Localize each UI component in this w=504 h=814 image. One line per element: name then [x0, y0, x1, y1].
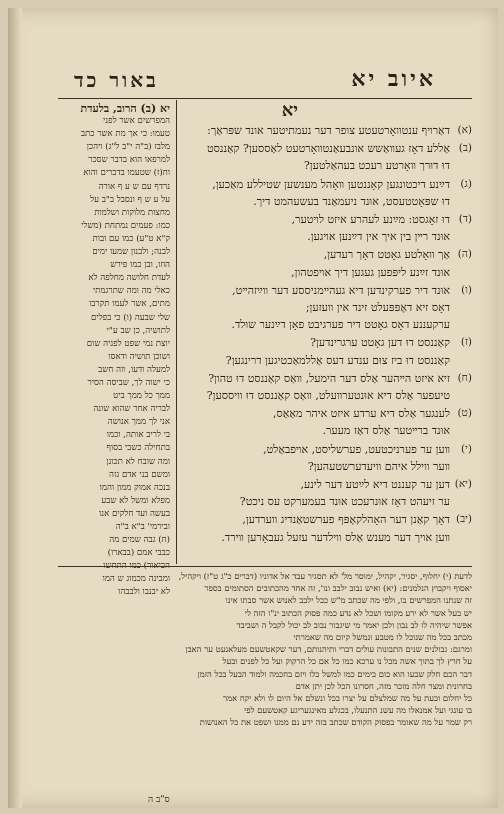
commentary-line: כי ישוה לך, שביסה הסיר: [87, 377, 170, 388]
verse-number: (ו): [461, 283, 472, 296]
commentary-line: יוצת נמי שפט לפניה שום: [86, 338, 170, 349]
commentary-line: למרפאו הוא בדבר שסכר: [88, 155, 170, 166]
verse-line: זיא איזט הײהער אַלס דער הימעל, װאַס קאַננסט דוּ טהון?: [208, 371, 450, 385]
verse-body: [176, 511, 450, 545]
commentary-line: הכיאור) כמו התחשו: [103, 561, 170, 572]
commentary-line: ק"א ט"ע) כמו עם ובות: [92, 233, 170, 244]
verse-line: װען אױך דער מענש אַלס װילדער עזעל געבאָרען װירד.: [221, 530, 450, 544]
commentary-line: ומבינה מכמוג ש המו: [102, 574, 170, 585]
verse-line: קאַננסט דוּ דען גאָטט ערגרינדען?: [310, 336, 450, 350]
commentary-line: ומשם בני אדם גזה: [109, 469, 170, 480]
footnote-line: כל יחלום וכעת על מה שמלצלם על יצרו בכל ונשלם אל היום לו ולא יקח אמר: [223, 693, 472, 704]
verse-line: דוּ דוּרך װאָרטע רעכט בעהאַלטען?: [303, 159, 450, 173]
verse-body: [176, 122, 450, 139]
footnote-line: לדעת (י) יחלוף, יסגיר, יקהיל, ימוסר מל' לא תסגיר עבד אל אדוניו (דברים כ"ג ט"ז) ויקהיל,: [178, 571, 472, 581]
footnote-line: רק שמר על מה שאומר בפסוק הקודם שכתב בזה ידע נם ממנו ושפט את כל האנושות: [199, 717, 472, 728]
verse: [176, 370, 472, 404]
footnotes-block: [58, 570, 472, 729]
verse-number: (ט): [457, 407, 472, 420]
commentary-line: ושוכן תושיה ודאסו: [108, 351, 170, 362]
verse-number: (א): [457, 124, 472, 136]
footnote-line: ומרגם: גבולנים שנים התבונות עולים דברי ותיהנותם, דער שקאטשעם מעלאנעט ער האבן: [185, 644, 472, 655]
verse: [176, 246, 472, 280]
verse-line: אַללע דאָז געװאַשש אונבעאַנטװאָרטעט לאַססען? קאַננסט: [207, 142, 450, 156]
commentary-line: ממך כל ממך ביט: [113, 391, 170, 402]
commentary-title: באור כד: [74, 68, 159, 92]
verse-line: דאָך קאַנן דער האָהלקאָפּף פערשטאַנדיג װערדען,: [242, 513, 450, 527]
verse-body: [176, 211, 450, 245]
verse-line: דוּ זאָגסט: מײַנע לעהרע איזט לױטער,: [291, 213, 450, 227]
commentary-line: (ח) גבה שמים מה: [109, 535, 170, 546]
commentary-line: ומה שובח לא תכונן: [106, 456, 170, 467]
verse-line: דײַנע דיכטונגען קאָננטען װאָהל מענשען שטיללע מאַכען,: [212, 177, 450, 191]
commentary-line: המפרשים אשר לפני: [103, 116, 170, 127]
verse-body: [176, 282, 450, 334]
commentary-line: לעדת חלושה מחלפה לא: [88, 273, 170, 284]
verse: [176, 476, 472, 510]
commentary-line: מפלא ומשל לא שבע: [101, 495, 170, 506]
commentary-line: כבבי אמם (בבארו): [107, 548, 170, 559]
verse-line: דוּ שפּאָטטעסט, אוּנד ניעמאַנד בעשעהמט דיך.: [253, 194, 450, 208]
verse-number: (י): [461, 442, 472, 455]
verse-number: (ה): [457, 248, 472, 261]
verse-body: [176, 176, 450, 210]
verse-line: ער זיעהט דאָז אוּנרעכט אוּנד בעמערקט עס ניכט?: [239, 495, 450, 509]
verse: [176, 176, 472, 210]
verse-line: אוּנד זײַנע ליפּפען געגען דיך אױפטהון,: [291, 265, 450, 279]
verse-body: [176, 441, 450, 475]
page-title: איוב יא: [351, 66, 436, 92]
verse: [176, 405, 472, 439]
commentary-line: נרדף עם ש ע ף אורה: [98, 181, 170, 192]
commentary-line: אני לך ממך אנושה: [107, 417, 170, 428]
verse-line: דאָס זיא דאָפּפּעלט זינד אין װעזען;: [305, 301, 450, 315]
verse-line: קאַננסט דוּ ביז צוּם ענדע דעס אַללמאַכטיגען דרינגען?: [225, 353, 450, 367]
verse: [176, 282, 472, 334]
verse-body: [176, 370, 450, 404]
verse: [176, 334, 472, 368]
verse-line: דען ער קעננט דיא לײַטע דער לינע,: [300, 478, 450, 492]
commentary-line: בנכה אמוק ממון והמו: [99, 482, 170, 493]
commentary-line: מחצות מלוקות ושלמות: [94, 207, 170, 218]
footnote-line: דבר הכם חלק שבעו הוא כום בימים כמו למשל כלו ויזם בחכמה ולמוד הבעל בכל הזמן: [197, 668, 472, 679]
verse-body: [176, 405, 450, 439]
commentary-line: למעלה ודעו, ווה חשב: [98, 364, 170, 375]
verse-line: לענגער אַלס דיא ערדע איזט איהר מאַאַס,: [273, 407, 450, 421]
verse: [176, 140, 472, 174]
verse-body: [176, 140, 450, 174]
commentary-line: לא יבנבו ולבבהו: [118, 587, 170, 598]
verse-number: (ד): [458, 213, 472, 226]
footnote-line: יאסוף ויקבוץ הנלמנים: (יא) ואיש נבוב ילבב ונו', זה אחד מהכתובים הסתומים בספר: [204, 583, 472, 594]
commentary-line: טעמו: כי אך מת אשר כתב: [80, 129, 170, 140]
footnote-line: אפשר שיהיה לו לב נבון ולכן יאמר מי שיגבור נבוב לב יכול לקבל ה ושביבד: [236, 619, 472, 630]
commentary-line: הוזו, ובן כמו פירש: [110, 260, 170, 271]
book-page: [8, 8, 498, 808]
verse-line: ערקעננע דאָס גאָטט דיר פערגיבט פאָן דײַנער שוּלד.: [231, 318, 450, 332]
footnote-line: מכתב בכל מה שנוכל לו מטבע ונמשל קיום מה שאמרתי: [293, 632, 472, 643]
commentary-line: ובירמי' ב"א ב"ה: [115, 522, 170, 532]
verse-body: [176, 246, 450, 280]
verse-line: אוּנד ברײטער אַלס דאַז מעער.: [322, 424, 450, 438]
footnote-line: על חרץ לך בתוך אשה מכל נו ערכא כמו כל אם כל הרקוק ועל כל לפנים ובעל: [222, 656, 472, 667]
commentary-line: יא (ב) הרוב, בלעדת: [80, 102, 170, 115]
page-gutter: [8, 8, 22, 808]
commentary-line: כאלי מה ומה שתרגמתי: [92, 286, 170, 297]
main-text-column: [176, 122, 472, 547]
commentary-line: כמו: פעמים נמתחת (משלי: [81, 220, 170, 231]
header-rule: [58, 98, 472, 99]
verse: [176, 211, 472, 245]
commentary-line: וח(ז) שטעמו בדברים והוא: [83, 168, 170, 179]
verse-number: (יב): [455, 513, 472, 526]
commentary-line: לתושיה, כן שב ע"י: [106, 325, 170, 336]
footnote-line: בחרונית ומצר חלה מזכר מזה, חסרונו הכל לכן יתן אדם: [295, 680, 472, 691]
verse-line: דאַרױף ענטװאָרטעטע צופר דער נעמתיטער אונד שפּראַך:: [207, 124, 450, 137]
commentary-line: בי לריב אותה, וכמו: [106, 430, 170, 441]
verse-line: אַך װאָלטע גאָטט דאָך רעדען,: [323, 248, 450, 262]
verse-line: אוּנד דיר פערקינדען דיא געהײמניססע דער װײַזהײט,: [232, 283, 450, 297]
page-header: [8, 66, 498, 96]
verse-number: (ב): [458, 142, 472, 155]
footnote-line: יש בעל אשר לא ירע מקומו ושכל לא נדע כמה פסוק הכתוב ינ"ו הזה לי: [244, 607, 472, 618]
verse-body: [176, 476, 450, 510]
footnote-rule: [58, 566, 472, 567]
commentary-line: מלבז (ב"ה י"ב ל"ג) ויהכן: [86, 142, 170, 153]
verse-number: (ג): [460, 177, 472, 190]
footnote-line: בו עונגי ועל אמנאלו מה עשנ התנעלו, בכגלע מאינגעריגע קאטשעם לפי: [244, 705, 472, 716]
verse: [176, 511, 472, 545]
verse-line: װען ער פערניכטעט, פערשליסט, אױפבאַלט,: [263, 442, 450, 456]
verse-number: (יא): [454, 478, 472, 491]
verse-line: טיעפער אַלס דיא אוּנטערװעלט, װאַס קאַננסט דוּ װיססען?: [206, 389, 450, 403]
commentary-line: בעשה ועד חלקים אנו: [99, 508, 170, 519]
verse-body: [176, 334, 450, 368]
chapter-heading: יא: [281, 100, 298, 121]
commentary-line: בתחילה כשבי בסוף: [106, 443, 170, 454]
commentary-column: [58, 102, 170, 600]
signature-mark: ס"ב ה: [148, 795, 170, 805]
commentary-line: שלי שבעה (ו) כי בפלים: [91, 312, 170, 323]
commentary-line: על ע ש ף ונסבל ב"ב על: [90, 194, 170, 205]
commentary-line: לבנה; ולבנון שמעו ימים: [92, 247, 170, 258]
verse: [176, 122, 472, 139]
footnote-line: זה שנתנו המפרשים בו, ולפי מה שכתב מ"ש כבל ילבב לאנוש אשר סבתו אינו: [225, 595, 472, 606]
verse-number: (ז): [460, 336, 472, 349]
verse-number: (ח): [457, 371, 472, 384]
verse: [176, 441, 472, 475]
commentary-line: מתים, אשר לעמו תקרבו: [89, 299, 170, 310]
verse-line: װער װילל איהם װיעדערשטעהען?: [307, 459, 450, 473]
verse-line: אוּנד רײן בין איך אין דײַנען אױגען.: [307, 230, 450, 244]
commentary-line: לבריה אחר שהוא שונה: [93, 404, 170, 415]
